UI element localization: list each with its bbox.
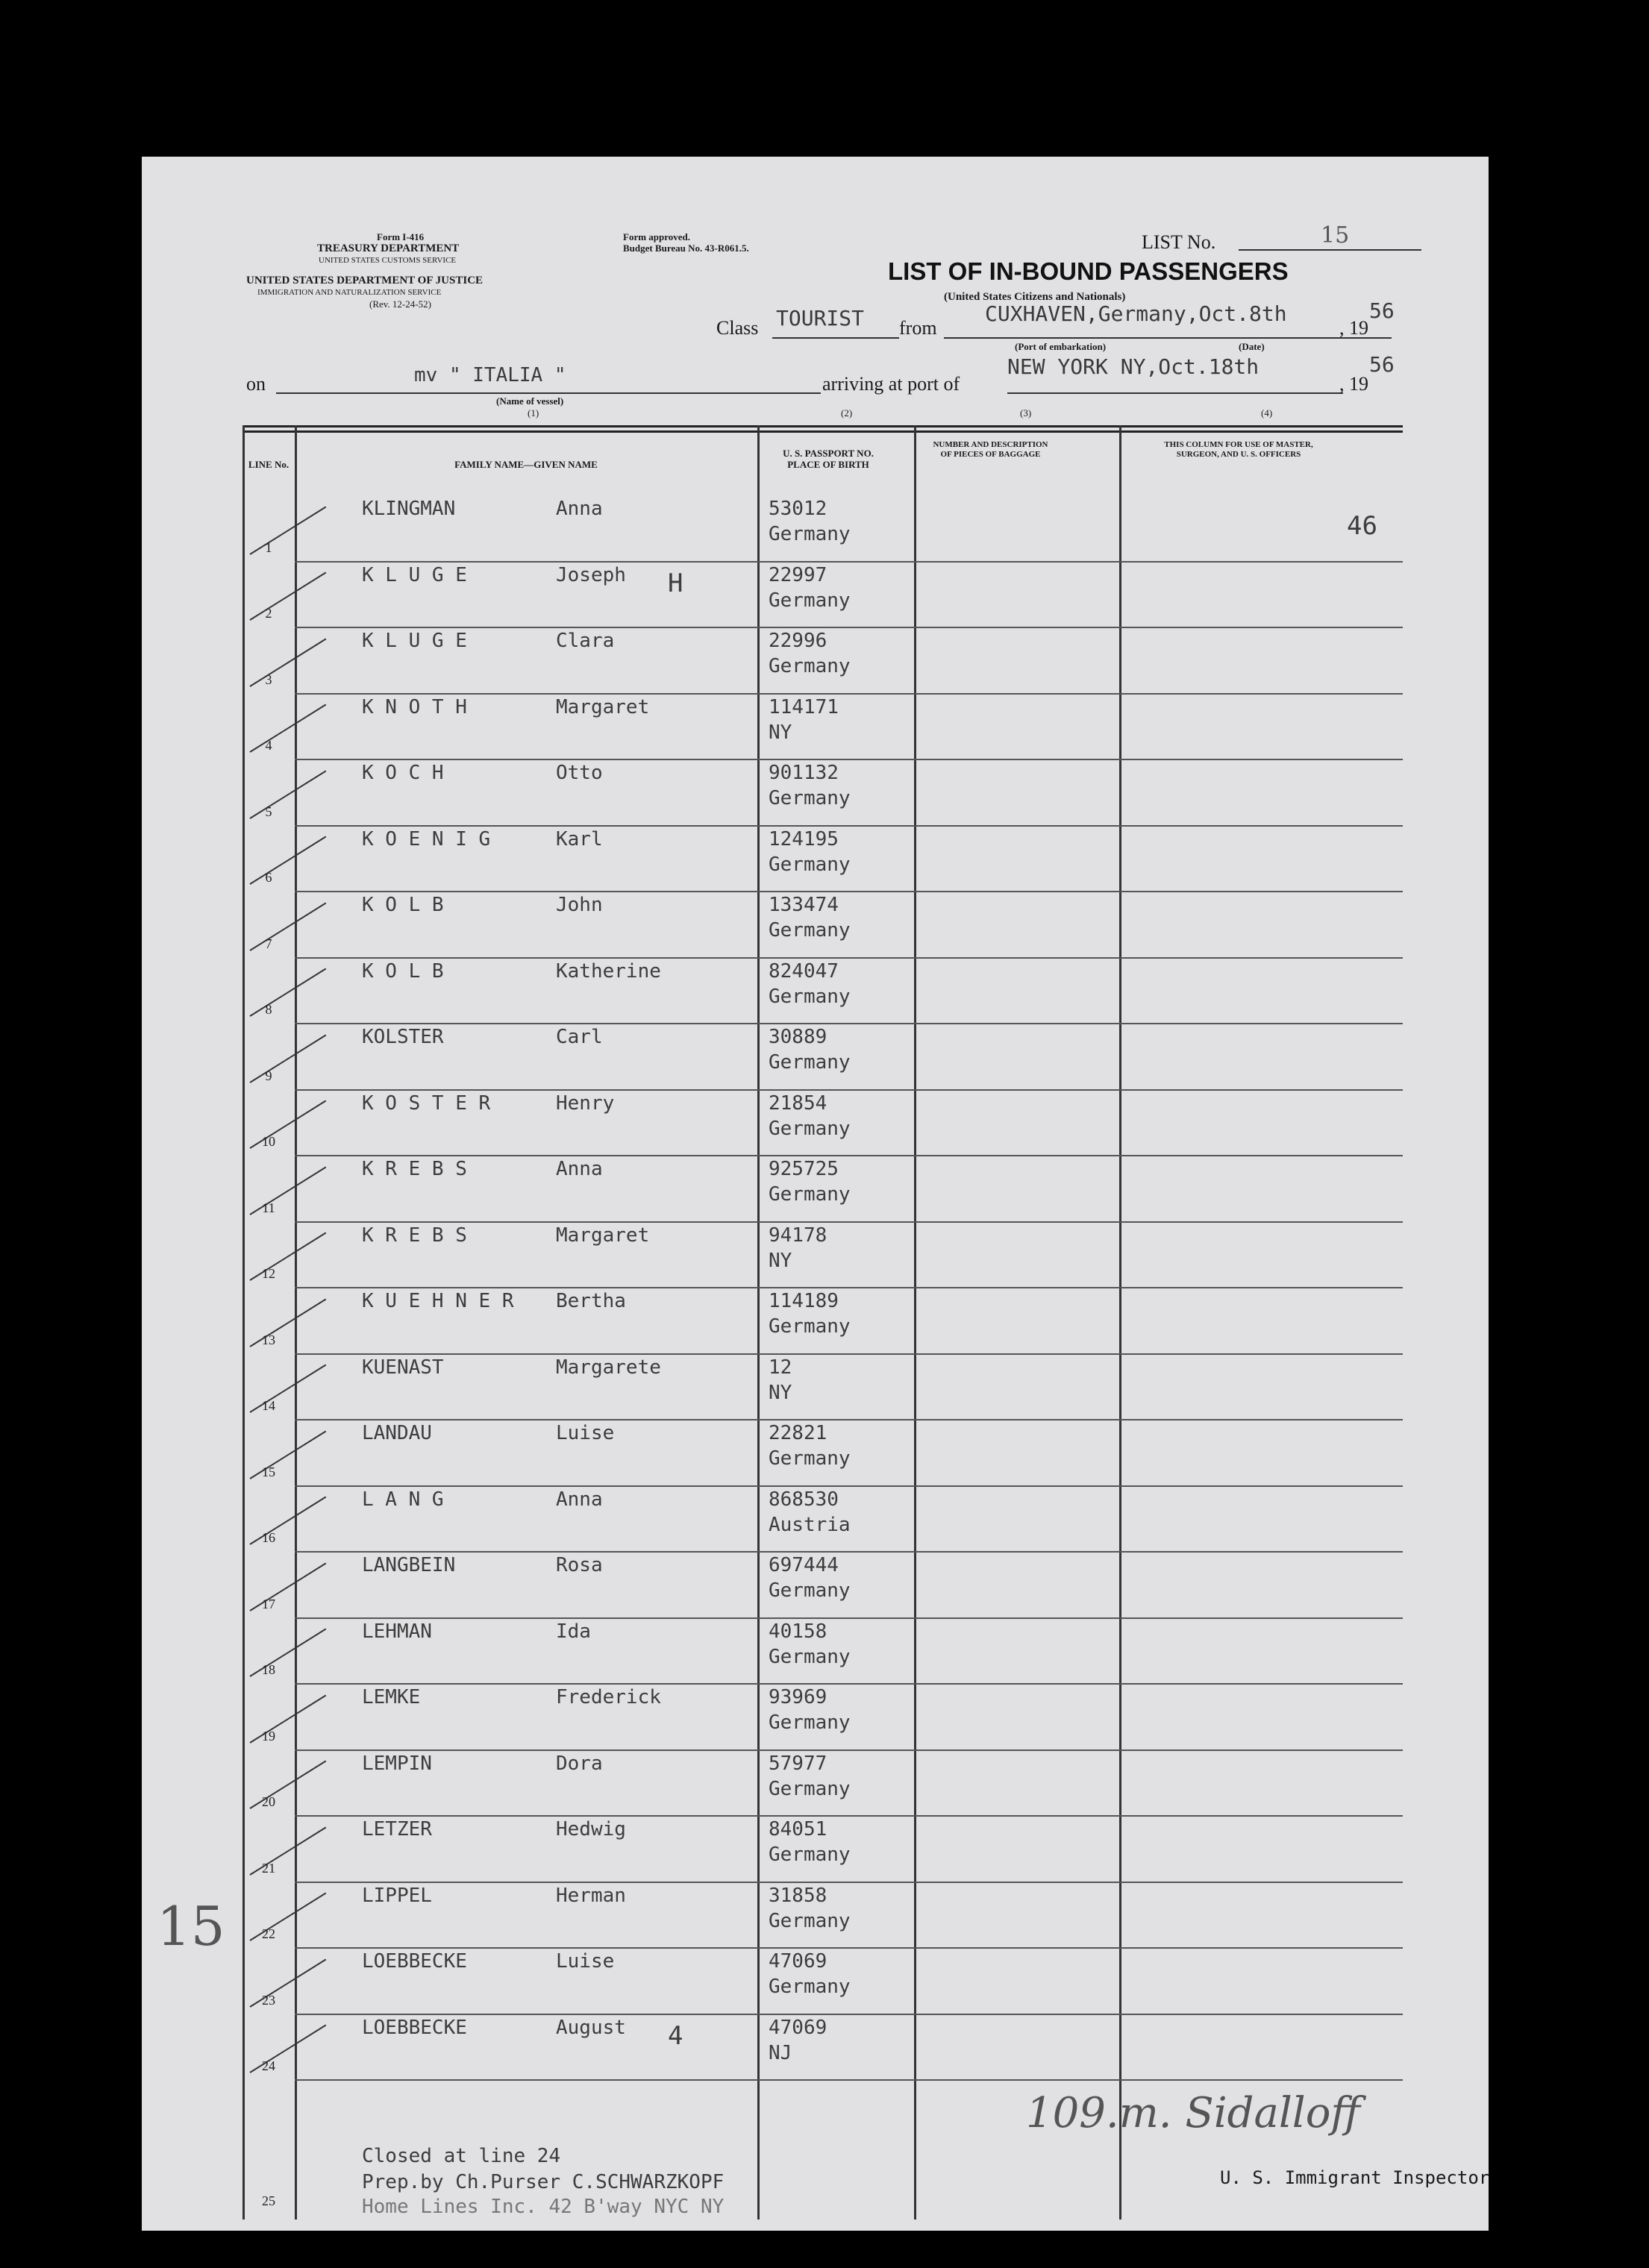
- place-of-birth: Germany: [769, 589, 851, 612]
- on-label: on: [246, 373, 266, 395]
- given-name: August: [556, 2016, 626, 2039]
- table-row: [242, 1817, 1403, 1883]
- passport-number: 47069: [769, 2016, 827, 2039]
- place-of-birth: Germany: [769, 919, 851, 942]
- place-of-birth: Germany: [769, 1183, 851, 1206]
- port-of-embarkation-label: (Port of embarkation): [1015, 341, 1107, 352]
- inspector-label: U. S. Immigrant Inspector: [1220, 2167, 1490, 2188]
- officer-note: H: [668, 568, 683, 598]
- col-header-line: LINE No.: [248, 459, 290, 470]
- col-header-officers: THIS COLUMN FOR USE OF MASTER, SURGEON, AND U. S. OFFICERS: [1164, 440, 1313, 459]
- arriving-year-prefix: , 19: [1339, 373, 1368, 395]
- family-name: LIPPEL: [362, 1884, 432, 1907]
- line-number: 5: [265, 803, 272, 819]
- given-name: Luise: [556, 1950, 615, 1973]
- given-name: Karl: [556, 827, 603, 850]
- place-of-birth: Germany: [769, 853, 851, 876]
- given-name: Otto: [556, 762, 603, 784]
- from-value: CUXHAVEN,Germany,Oct.8th: [985, 301, 1287, 326]
- given-name: Frederick: [556, 1686, 661, 1708]
- given-name: Dora: [556, 1752, 603, 1775]
- line-number: 3: [265, 671, 272, 687]
- document-title: LIST OF IN-BOUND PASSENGERS: [888, 257, 1289, 285]
- col-header-baggage: NUMBER AND DESCRIPTION OF PIECES OF BAGGAGE: [933, 440, 1048, 459]
- table-row: [242, 892, 1403, 959]
- given-name: Bertha: [556, 1290, 626, 1312]
- place-of-birth: Germany: [769, 1579, 851, 1602]
- passport-number: 901132: [769, 762, 839, 784]
- table-row: [242, 563, 1403, 629]
- given-name: Anna: [556, 1488, 603, 1511]
- table-row: [242, 1487, 1403, 1553]
- place-of-birth: Germany: [769, 1976, 851, 1998]
- table-row: [242, 496, 1403, 563]
- from-label: from: [899, 317, 937, 339]
- place-of-birth: Germany: [769, 1843, 851, 1866]
- family-name: KUENAST: [362, 1356, 444, 1379]
- place-of-birth: Austria: [769, 1513, 851, 1536]
- line-number: 11: [262, 1200, 275, 1215]
- passport-number: 124195: [769, 827, 839, 850]
- closed-at-line: Closed at line 24: [362, 2145, 561, 2167]
- family-name: LEHMAN: [362, 1620, 432, 1643]
- passport-number: 84051: [769, 1818, 827, 1841]
- naturalization-service: IMMIGRATION AND NATURALIZATION SERVICE: [257, 288, 442, 297]
- passport-number: 94178: [769, 1224, 827, 1247]
- place-of-birth: Germany: [769, 1711, 851, 1734]
- passport-number: 31858: [769, 1884, 827, 1907]
- inspector-signature: 109.m. Sidalloff: [1026, 2089, 1361, 2137]
- table-row: [242, 1024, 1403, 1091]
- line-number: 23: [262, 1992, 275, 2008]
- place-of-birth: Germany: [769, 1645, 851, 1668]
- list-no-label: LIST No.: [1142, 231, 1216, 253]
- table-row: [242, 1091, 1403, 1157]
- form-approved: Form approved.: [623, 231, 691, 242]
- line-number: 16: [262, 1530, 275, 1545]
- family-name: KLINGMAN: [362, 498, 456, 520]
- shipping-agent: Home Lines Inc. 42 B'way NYC NY: [362, 2196, 725, 2218]
- document-sheet: [142, 157, 1489, 2231]
- given-name: Henry: [556, 1091, 615, 1115]
- margin-note: 15: [157, 1895, 225, 1958]
- family-name: K O S T E R: [362, 1091, 491, 1115]
- table-row: [242, 1223, 1403, 1289]
- line-number-25: 25: [262, 2193, 275, 2208]
- arriving-underline: [1007, 392, 1343, 394]
- list-no-underline: [1239, 249, 1421, 251]
- place-of-birth: Germany: [769, 1117, 851, 1140]
- passport-number: 40158: [769, 1620, 827, 1643]
- table-top-rule-2: [242, 430, 1403, 433]
- arriving-label: arriving at port of: [822, 373, 960, 395]
- officer-note: 4: [668, 2020, 683, 2051]
- place-of-birth: Germany: [769, 1909, 851, 1932]
- given-name: Katherine: [556, 959, 661, 983]
- place-of-birth: Germany: [769, 787, 851, 809]
- form-revision: (Rev. 12-24-52): [369, 298, 431, 310]
- form-number: Form I-416: [377, 231, 425, 242]
- vessel-column-number: (1): [528, 407, 539, 419]
- place-of-birth: Germany: [769, 1447, 851, 1470]
- given-name: Margaret: [556, 1224, 650, 1247]
- place-of-birth: Germany: [769, 1777, 851, 1800]
- given-name: Rosa: [556, 1554, 603, 1576]
- passport-number: 114189: [769, 1290, 839, 1312]
- line-number: 24: [262, 2058, 275, 2073]
- family-name: K R E B S: [362, 1158, 467, 1180]
- family-name: K R E B S: [362, 1224, 467, 1247]
- arriving-year: 56: [1369, 352, 1395, 377]
- family-name: K O E N I G: [362, 827, 491, 850]
- passport-number: 12: [769, 1356, 792, 1379]
- passport-number: 22997: [769, 563, 827, 586]
- from-year: 56: [1369, 298, 1395, 323]
- table-row: [242, 1288, 1403, 1355]
- row-rule: [295, 2079, 1403, 2081]
- given-name: Anna: [556, 1158, 603, 1180]
- passport-number: 57977: [769, 1752, 827, 1775]
- place-of-birth: NY: [769, 721, 792, 744]
- table-row: [242, 2015, 1403, 2081]
- place-of-birth: NJ: [769, 2041, 792, 2064]
- class-value: TOURIST: [776, 306, 865, 331]
- customs-service: UNITED STATES CUSTOMS SERVICE: [319, 256, 457, 265]
- vessel-name: mv " ITALIA ": [414, 364, 566, 386]
- col-header-name: FAMILY NAME—GIVEN NAME: [454, 459, 598, 470]
- family-name: L A N G: [362, 1488, 444, 1511]
- family-name: K O C H: [362, 762, 444, 784]
- passport-number: 22996: [769, 630, 827, 652]
- officer-note: 46: [1347, 511, 1377, 541]
- passport-number: 53012: [769, 498, 827, 520]
- table-row: [242, 1355, 1403, 1421]
- passport-column-number: (2): [841, 407, 853, 419]
- col-header-passport: U. S. PASSPORT NO. PLACE OF BIRTH: [783, 448, 874, 470]
- place-of-birth: Germany: [769, 1315, 851, 1338]
- from-year-prefix: , 19: [1339, 317, 1368, 339]
- table-row: [242, 760, 1403, 827]
- passport-number: 22821: [769, 1422, 827, 1444]
- family-name: LEMPIN: [362, 1752, 432, 1775]
- line-number: 12: [262, 1266, 275, 1281]
- family-name: KOLSTER: [362, 1026, 444, 1048]
- document-subtitle: (United States Citizens and Nationals): [944, 291, 1126, 303]
- prepared-by: Prep.by Ch.Purser C.SCHWARZKOPF: [362, 2171, 725, 2193]
- given-name: Clara: [556, 630, 615, 652]
- passport-number: 868530: [769, 1488, 839, 1511]
- line-number: 17: [262, 1596, 275, 1611]
- line-number: 13: [262, 1332, 275, 1347]
- line-number: 22: [262, 1926, 275, 1941]
- given-name: Margarete: [556, 1356, 661, 1379]
- passport-number: 21854: [769, 1091, 827, 1115]
- family-name: LOEBBECKE: [362, 1950, 467, 1973]
- line-number: 7: [265, 936, 272, 951]
- given-name: Luise: [556, 1422, 615, 1444]
- treasury-department: TREASURY DEPARTMENT: [317, 242, 460, 254]
- passport-number: 47069: [769, 1950, 827, 1973]
- family-name: K O L B: [362, 894, 444, 916]
- given-name: Ida: [556, 1620, 591, 1643]
- family-name: LOEBBECKE: [362, 2016, 467, 2039]
- table-row: [242, 1420, 1403, 1487]
- baggage-column-number: (3): [1020, 407, 1032, 419]
- family-name: K L U G E: [362, 563, 467, 586]
- place-of-birth: NY: [769, 1381, 792, 1404]
- passport-number: 114171: [769, 695, 839, 718]
- line-number: 8: [265, 1002, 272, 1017]
- passenger-table: [242, 425, 1490, 2220]
- line-number: 1: [265, 539, 272, 555]
- given-name: Margaret: [556, 695, 650, 718]
- table-row: [242, 1685, 1403, 1751]
- family-name: LANDAU: [362, 1422, 432, 1444]
- table-top-rule: [242, 425, 1403, 427]
- department-of-justice: UNITED STATES DEPARTMENT OF JUSTICE: [246, 275, 484, 286]
- given-name: Joseph: [556, 563, 626, 586]
- passport-number: 93969: [769, 1686, 827, 1708]
- line-number: 18: [262, 1662, 275, 1677]
- table-row: [242, 1156, 1403, 1223]
- place-of-birth: Germany: [769, 523, 851, 545]
- table-row: [242, 695, 1403, 761]
- budget-bureau: Budget Bureau No. 43-R061.5.: [623, 242, 749, 254]
- line-number: 6: [265, 870, 272, 885]
- family-name: K N O T H: [362, 695, 467, 718]
- family-name: LETZER: [362, 1818, 432, 1841]
- family-name: K L U G E: [362, 630, 467, 652]
- table-row: [242, 1619, 1403, 1685]
- family-name: LEMKE: [362, 1686, 421, 1708]
- place-of-birth: Germany: [769, 1051, 851, 1074]
- line-number: 19: [262, 1728, 275, 1744]
- officers-column-number: (4): [1261, 407, 1273, 419]
- given-name: John: [556, 894, 603, 916]
- date-label: (Date): [1239, 341, 1265, 352]
- line-number: 14: [262, 1398, 275, 1413]
- line-number: 10: [262, 1134, 275, 1149]
- place-of-birth: NY: [769, 1249, 792, 1272]
- line-number: 9: [265, 1068, 272, 1083]
- line-number: 4: [265, 738, 272, 753]
- list-no-value: 15: [1321, 222, 1350, 248]
- vessel-label: (Name of vessel): [496, 395, 564, 407]
- table-row: [242, 1751, 1403, 1817]
- line-number: 20: [262, 1794, 275, 1809]
- passport-number: 925725: [769, 1158, 839, 1180]
- arriving-value: NEW YORK NY,Oct.18th: [1007, 354, 1260, 379]
- table-row: [242, 1949, 1403, 2015]
- table-row: [242, 959, 1403, 1025]
- from-underline: [944, 337, 1392, 339]
- passport-number: 697444: [769, 1554, 839, 1576]
- given-name: Anna: [556, 498, 603, 520]
- passport-number: 133474: [769, 894, 839, 916]
- passport-number: 824047: [769, 959, 839, 983]
- class-label: Class: [716, 317, 759, 339]
- table-row: [242, 827, 1403, 893]
- table-row: [242, 1553, 1403, 1619]
- family-name: LANGBEIN: [362, 1554, 456, 1576]
- family-name: K O L B: [362, 959, 444, 983]
- given-name: Hedwig: [556, 1818, 626, 1841]
- given-name: Carl: [556, 1026, 603, 1048]
- table-row: [242, 1883, 1403, 1949]
- vessel-underline: [276, 392, 821, 394]
- family-name: K U E H N E R: [362, 1290, 514, 1312]
- table-row: [242, 628, 1403, 695]
- passport-number: 30889: [769, 1026, 827, 1048]
- place-of-birth: Germany: [769, 655, 851, 677]
- class-underline: [772, 337, 899, 339]
- place-of-birth: Germany: [769, 985, 851, 1008]
- line-number: 2: [265, 606, 272, 621]
- line-number: 15: [262, 1464, 275, 1479]
- given-name: Herman: [556, 1884, 626, 1907]
- line-number: 21: [262, 1860, 275, 1876]
